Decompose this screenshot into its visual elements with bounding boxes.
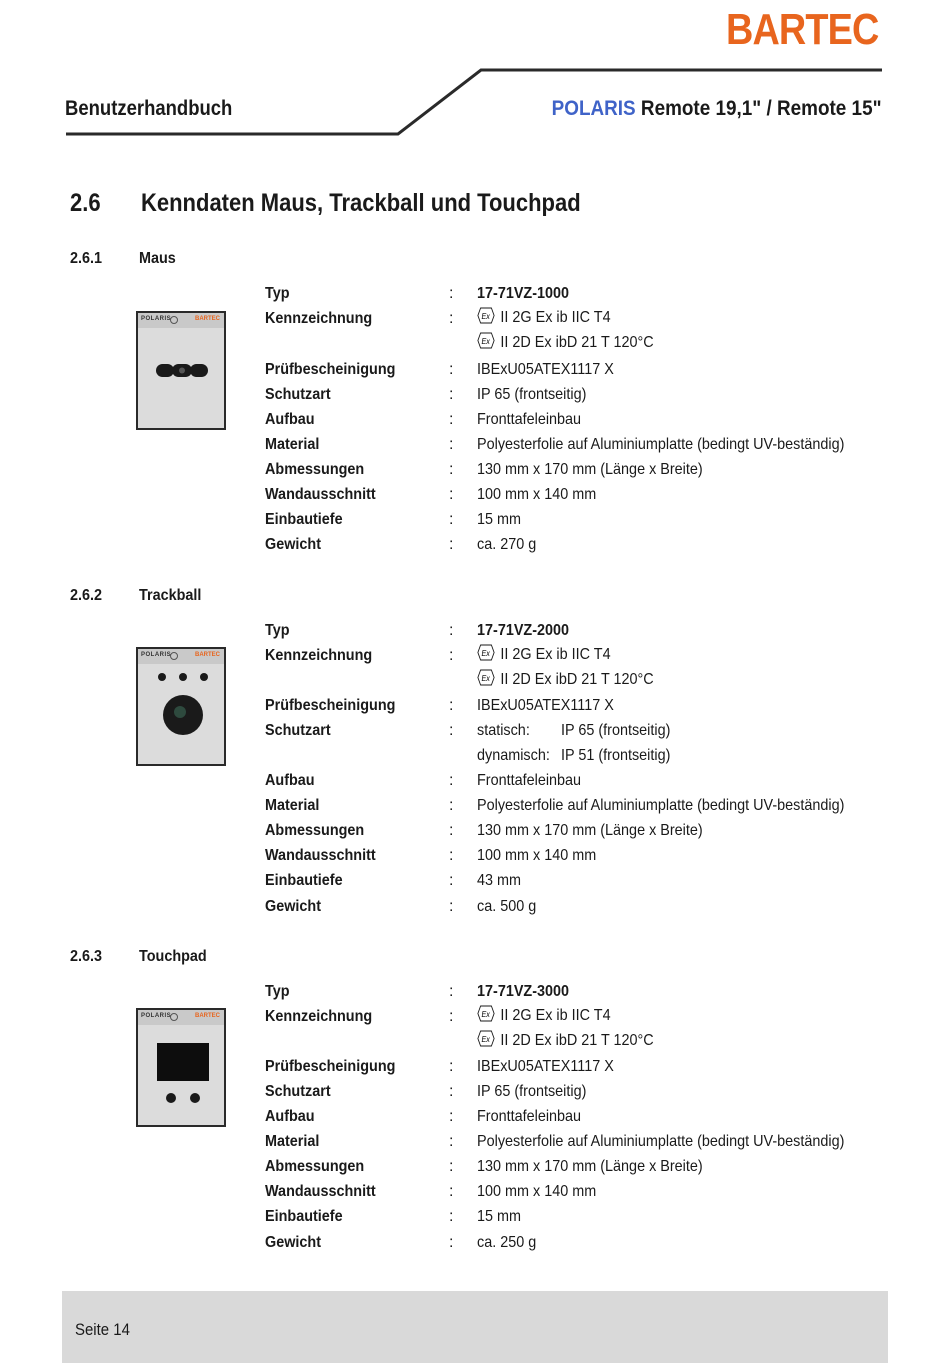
page-number: Seite 14 — [75, 1320, 130, 1339]
protection-dynamic-value: IP 51 (frontseitig) — [561, 747, 671, 764]
marking-2: II 2D Ex ibD 21 T 120°C — [500, 671, 654, 688]
spec-label: Material — [265, 797, 320, 814]
marking-2: II 2D Ex ibD 21 T 120°C — [500, 1032, 654, 1049]
marking-1: II 2G Ex ib IIC T4 — [500, 1007, 611, 1024]
spec-label: Gewicht — [265, 536, 322, 553]
spec-value: 15 mm — [477, 511, 522, 528]
spec-value: Fronttafeleinbau — [477, 411, 582, 428]
svg-text:Ex: Ex — [481, 648, 490, 659]
spec-label: Abmessungen — [265, 461, 365, 478]
spec-value: ca. 250 g — [477, 1234, 537, 1251]
spec-value: IBExU05ATEX1117 X — [477, 1058, 614, 1075]
spec-label: Abmessungen — [265, 822, 365, 839]
spec-label: Prüfbescheinigung — [265, 361, 396, 378]
protection-static-value: IP 65 (frontseitig) — [561, 722, 671, 739]
spec-label: Material — [265, 1133, 320, 1150]
spec-value: IBExU05ATEX1117 X — [477, 361, 614, 378]
spec-value: IBExU05ATEX1117 X — [477, 697, 614, 714]
subsection-title: Touchpad — [139, 948, 207, 965]
mouse-device-image — [136, 311, 226, 430]
spec-separator: : — [449, 361, 454, 378]
section-number: 2.6 — [70, 189, 101, 217]
spec-separator: : — [449, 847, 454, 864]
spec-label: Typ — [265, 285, 290, 302]
spec-separator: : — [449, 285, 454, 302]
spec-value: Fronttafeleinbau — [477, 1108, 582, 1125]
ex-hexagon-icon — [477, 669, 495, 686]
spec-value: IP 65 (frontseitig) — [477, 1083, 587, 1100]
spec-value: 130 mm x 170 mm (Länge x Breite) — [477, 822, 703, 839]
marking-2: II 2D Ex ibD 21 T 120°C — [500, 334, 654, 351]
device-polaris-label: POLARIS — [141, 652, 172, 658]
device-bartec-label: BARTEC — [195, 652, 220, 658]
spec-separator: : — [449, 1133, 454, 1150]
spec-separator: : — [449, 310, 454, 327]
spec-label: Wandausschnitt — [265, 847, 376, 864]
spec-value: IP 65 (frontseitig) — [477, 386, 587, 403]
spec-separator: : — [449, 722, 454, 739]
spec-separator: : — [449, 1208, 454, 1225]
spec-value — [477, 644, 611, 664]
ex-mark-icon — [170, 316, 178, 324]
subsection-title: Trackball — [139, 587, 202, 604]
spec-separator: : — [449, 486, 454, 503]
spec-separator: : — [449, 1158, 454, 1175]
spec-label: Typ — [265, 622, 290, 639]
spec-separator: : — [449, 1234, 454, 1251]
spec-value: Polyesterfolie auf Aluminiumplatte (bedingt UV-beständig) — [477, 436, 845, 453]
spec-separator: : — [449, 1183, 454, 1200]
protection-static-label: statisch: — [477, 722, 530, 739]
spec-label: Wandausschnitt — [265, 486, 376, 503]
ex-mark-icon — [170, 652, 178, 660]
doc-type: Benutzerhandbuch — [65, 97, 233, 120]
spec-label: Gewicht — [265, 898, 322, 915]
svg-text:Ex: Ex — [481, 1009, 490, 1020]
touchpad-icon — [157, 1043, 209, 1105]
spec-separator: : — [449, 1083, 454, 1100]
spec-separator: : — [449, 622, 454, 639]
svg-text:Ex: Ex — [481, 311, 490, 322]
spec-label: Kennzeichnung — [265, 310, 373, 327]
marking-1: II 2G Ex ib IIC T4 — [500, 309, 611, 326]
spec-label: Prüfbescheinigung — [265, 697, 396, 714]
spec-separator: : — [449, 872, 454, 889]
section-title: Kenndaten Maus, Trackball und Touchpad — [141, 189, 581, 217]
spec-label: Wandausschnitt — [265, 1183, 376, 1200]
spec-value: 15 mm — [477, 1208, 522, 1225]
spec-value: Fronttafeleinbau — [477, 772, 582, 789]
spec-value — [477, 332, 654, 352]
ex-hexagon-icon — [477, 644, 495, 661]
subsection-number: 2.6.1 — [70, 250, 103, 267]
svg-text:Ex: Ex — [481, 673, 490, 684]
bartec-logo: BARTEC — [726, 5, 879, 54]
spec-separator: : — [449, 511, 454, 528]
spec-label: Gewicht — [265, 1234, 322, 1251]
trackball-icon — [158, 671, 208, 741]
spec-value: 130 mm x 170 mm (Länge x Breite) — [477, 1158, 703, 1175]
spec-separator: : — [449, 647, 454, 664]
spec-value: 130 mm x 170 mm (Länge x Breite) — [477, 461, 703, 478]
spec-separator: : — [449, 822, 454, 839]
trackball-device-image — [136, 647, 226, 766]
spec-label: Einbautiefe — [265, 511, 343, 528]
spec-separator: : — [449, 797, 454, 814]
protection-dynamic-label: dynamisch: — [477, 747, 550, 764]
spec-label: Abmessungen — [265, 1158, 365, 1175]
spec-value: 100 mm x 140 mm — [477, 486, 597, 503]
spec-value — [477, 1030, 654, 1050]
spec-separator: : — [449, 1008, 454, 1025]
spec-separator: : — [449, 983, 454, 1000]
ex-hexagon-icon — [477, 1030, 495, 1047]
svg-text:Ex: Ex — [481, 1034, 490, 1045]
ex-hexagon-icon — [477, 1005, 495, 1022]
spec-separator: : — [449, 772, 454, 789]
spec-separator: : — [449, 536, 454, 553]
spec-value — [477, 669, 654, 689]
spec-value: ca. 500 g — [477, 898, 537, 915]
spec-label: Material — [265, 436, 320, 453]
spec-value: 100 mm x 140 mm — [477, 1183, 597, 1200]
spec-separator: : — [449, 1108, 454, 1125]
spec-value — [477, 1005, 611, 1025]
spec-label: Kennzeichnung — [265, 1008, 373, 1025]
spec-separator: : — [449, 386, 454, 403]
spec-value: 17-71VZ-3000 — [477, 983, 570, 1000]
spec-label: Einbautiefe — [265, 1208, 343, 1225]
product-brand: POLARIS — [552, 97, 637, 120]
spec-separator: : — [449, 1058, 454, 1075]
device-polaris-label: POLARIS — [141, 1013, 172, 1019]
spec-label: Typ — [265, 983, 290, 1000]
spec-value: 17-71VZ-2000 — [477, 622, 570, 639]
marking-1: II 2G Ex ib IIC T4 — [500, 646, 611, 663]
touchpad-device-image — [136, 1008, 226, 1127]
spec-value — [477, 307, 611, 327]
spec-value: 43 mm — [477, 872, 522, 889]
spec-label: Einbautiefe — [265, 872, 343, 889]
spec-separator: : — [449, 898, 454, 915]
device-polaris-label: POLARIS — [141, 316, 172, 322]
device-bartec-label: BARTEC — [195, 316, 220, 322]
spec-value: Polyesterfolie auf Aluminiumplatte (bedingt UV-beständig) — [477, 797, 845, 814]
spec-value: Polyesterfolie auf Aluminiumplatte (bedingt UV-beständig) — [477, 1133, 845, 1150]
spec-separator: : — [449, 697, 454, 714]
svg-text:Ex: Ex — [481, 336, 490, 347]
spec-label: Aufbau — [265, 1108, 315, 1125]
spec-separator: : — [449, 461, 454, 478]
spec-value: 100 mm x 140 mm — [477, 847, 597, 864]
mouse-buttons-icon — [156, 362, 208, 380]
subsection-number: 2.6.3 — [70, 948, 103, 965]
spec-label: Schutzart — [265, 722, 331, 739]
spec-label: Schutzart — [265, 1083, 331, 1100]
spec-value: 17-71VZ-1000 — [477, 285, 570, 302]
spec-separator: : — [449, 411, 454, 428]
device-bartec-label: BARTEC — [195, 1013, 220, 1019]
page-footer — [62, 1291, 888, 1363]
subsection-number: 2.6.2 — [70, 587, 103, 604]
ex-hexagon-icon — [477, 307, 495, 324]
ex-hexagon-icon — [477, 332, 495, 349]
product-model: Remote 19,1" / Remote 15" — [641, 97, 882, 120]
subsection-title: Maus — [139, 250, 176, 267]
spec-label: Aufbau — [265, 411, 315, 428]
spec-label: Prüfbescheinigung — [265, 1058, 396, 1075]
ex-mark-icon — [170, 1013, 178, 1021]
spec-value: ca. 270 g — [477, 536, 537, 553]
spec-label: Schutzart — [265, 386, 331, 403]
spec-label: Kennzeichnung — [265, 647, 373, 664]
spec-separator: : — [449, 436, 454, 453]
spec-label: Aufbau — [265, 772, 315, 789]
product-title — [552, 97, 882, 121]
